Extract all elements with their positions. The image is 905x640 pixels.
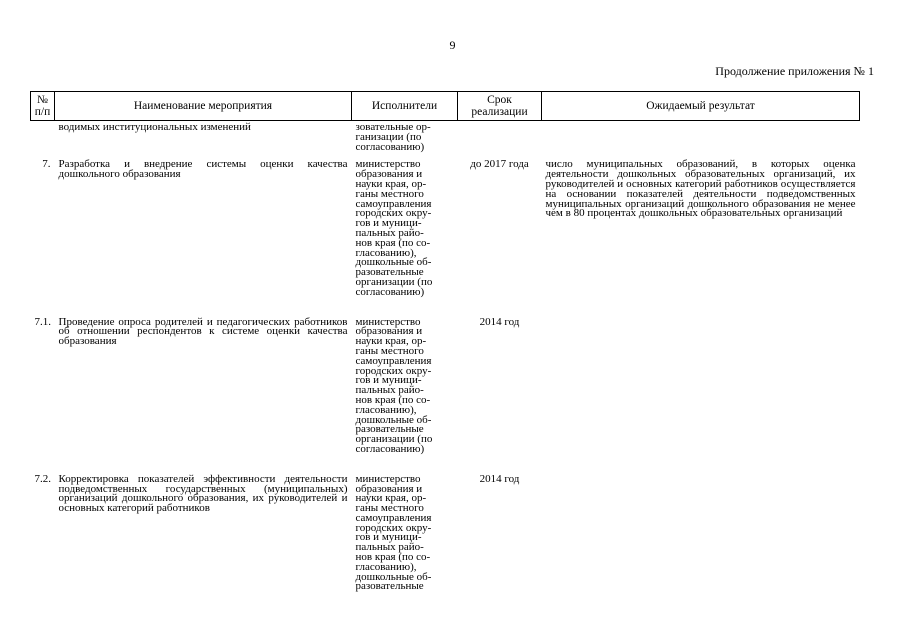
row-executors: министерство образования и науки края, ор- ганы местного самоуправления городских окру- гов и муници- пальных райо- нов края (по со- гласованию), дошкольные об- разовательные организации (по согласованию) — [355, 158, 433, 298]
row-result — [542, 314, 860, 471]
row-num — [31, 121, 55, 157]
table-row — [31, 314, 860, 471]
row-num: 7.2. — [34, 472, 51, 485]
header-name: Наименование мероприятия — [55, 92, 352, 121]
row-executors: министерство образования и науки края, ор- ганы местного самоуправления городских окру- гов и муници- пальных райо- нов края (по со- гласованию), дошкольные об- разовательные организации (по согласованию) — [355, 315, 433, 455]
row-name: Разработка и внедрение системы оценки качества дошкольного образования — [58, 158, 348, 181]
table-row — [31, 121, 860, 157]
table-row — [31, 156, 860, 313]
row-term: 2014 год — [479, 315, 520, 328]
measures-table — [30, 91, 860, 608]
header-result: Ожидаемый результат — [542, 92, 860, 121]
row-term — [458, 121, 542, 157]
row-num: 7.1. — [34, 315, 51, 328]
row-term: до 2017 года — [470, 158, 529, 171]
row-num: 7. — [42, 158, 51, 171]
row-name: водимых институциональных изменений — [58, 121, 251, 133]
row-name: Проведение опроса родителей и педагогических работников об отношении респондентов к системе оценки качества образования — [58, 315, 348, 348]
row-result: число муниципальных образований, в которых оценка деятельности дошкольных образовательных организаций, их руководителей и основных категорий работников осуществляется на основании показателей деятельности подведомственных муниципальных организаций дошкольного образования не менее чем в 80 процентах дошкольных образовательных организаций — [545, 158, 856, 220]
table-header-row — [31, 92, 860, 121]
header-term: Срок реализации — [458, 92, 542, 121]
header-num: № п/п — [31, 92, 55, 121]
row-executors: зовательные ор- ганизации (по согласованию) — [355, 121, 431, 153]
row-result — [542, 471, 860, 609]
page-number: 9 — [449, 38, 456, 52]
row-executors: министерство образования и науки края, ор- ганы местного самоуправления городских окру- гов и муници- пальных райо- нов края (по со- гласованию), дошкольные об- разовательные — [355, 472, 432, 593]
row-name: Корректировка показателей эффективности деятельности подведомственных государственных (муниципальных) организаций дошкольного образования, их руководителей и основных категорий работников — [58, 472, 348, 515]
row-result — [542, 121, 860, 157]
row-term: 2014 год — [479, 472, 520, 485]
table-row — [31, 471, 860, 609]
appendix-continuation-label: Продолжение приложения № 1 — [715, 64, 874, 78]
header-executors: Исполнители — [352, 92, 458, 121]
